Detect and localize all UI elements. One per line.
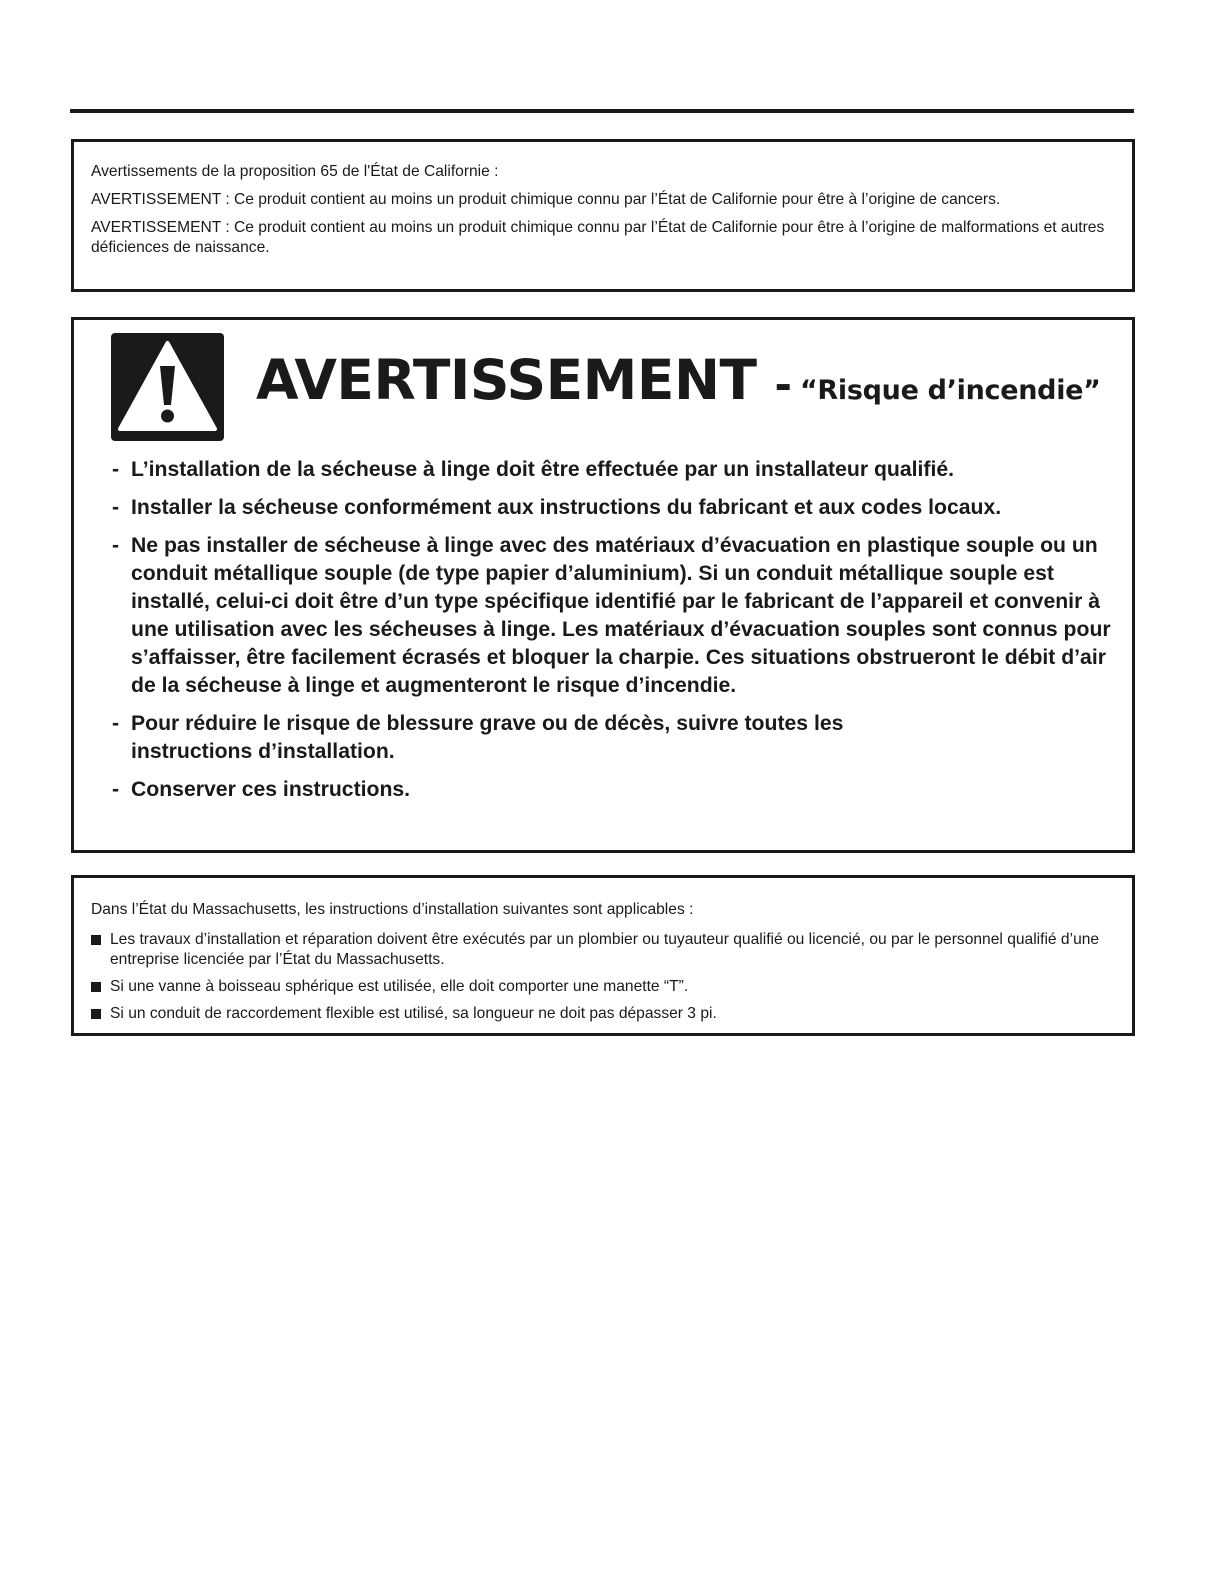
- prop65-birth-defects-warning: AVERTISSEMENT : Ce produit contient au moins un produit chimique connu par l’État de Californie pour être à l’origine de malformations et autres déficiences de naissance.: [91, 219, 1105, 256]
- list-item-text: Installer la sécheuse conformément aux instructions du fabricant et aux codes locaux.: [131, 496, 1002, 519]
- square-bullet-icon: [91, 982, 101, 992]
- dash-marker: -: [112, 458, 120, 481]
- dash-marker: -: [112, 534, 120, 557]
- list-item: [91, 977, 1116, 997]
- list-item-text: Si un conduit de raccordement flexible est utilisé, sa longueur ne doit pas dépasser 3 pi.: [110, 1005, 717, 1022]
- massachusetts-intro: Dans l’État du Massachusetts, les instructions d’installation suivantes sont applicables :: [91, 901, 694, 918]
- warning-triangle-icon: [111, 333, 224, 441]
- fire-risk-subtitle: “Risque d’incendie”: [799, 375, 1101, 406]
- fire-warning-list: [112, 456, 1112, 814]
- dash-marker: -: [112, 496, 120, 519]
- prop65-warning-box: [71, 139, 1135, 292]
- list-item-text: Ne pas installer de sécheuse à linge avec des matériaux d’évacuation en plastique souple ou un conduit métallique souple (de type papier d’aluminium). Si un conduit métallique souple est installé, celui-ci doit être d’un type spécifique identifié par le fabricant de l’appareil et convenir à une utilisation avec les sécheuses à linge. Les matériaux d’évacuation souples sont connus pour s’affaisser, être facilement écrasés et bloquer la charpie. Ces situations obstrueront le débit d’air de la sécheuse à linge et augmenteront le risque d’incendie.: [131, 534, 1111, 697]
- prop65-heading: Avertissements de la proposition 65 de l'État de Californie :: [91, 163, 499, 180]
- list-item-text: L’installation de la sécheuse à linge doit être effectuée par un installateur qualifié.: [131, 458, 955, 481]
- warning-heading: AVERTISSEMENT: [256, 348, 757, 412]
- list-item-text: Les travaux d’installation et réparation doivent être exécutés par un plombier ou tuyauteur qualifié ou licencié, ou par le personnel qualifié d’une entreprise licenciée par l’État du Massachusetts.: [110, 931, 1100, 968]
- dash-marker: -: [112, 778, 120, 801]
- fire-warning-box: [71, 317, 1135, 853]
- list-item: [112, 456, 1112, 484]
- square-bullet-icon: [91, 1009, 101, 1019]
- prop65-cancer-warning: AVERTISSEMENT : Ce produit contient au moins un produit chimique connu par l’État de Californie pour être à l’origine de cancers.: [91, 191, 1001, 208]
- top-rule: [70, 109, 1134, 113]
- list-item: [91, 930, 1116, 970]
- list-item: [112, 494, 1112, 522]
- list-item-text: Conserver ces instructions.: [131, 778, 411, 801]
- square-bullet-icon: [91, 935, 101, 945]
- fire-warning-title: [256, 348, 1101, 412]
- list-item-text: Pour réduire le risque de blessure grave ou de décès, suivre toutes les instructions d’installation.: [131, 712, 844, 763]
- dash-marker: -: [112, 712, 120, 735]
- list-item: [112, 776, 1112, 804]
- list-item-text: Si une vanne à boisseau sphérique est utilisée, elle doit comporter une manette “T”.: [110, 978, 689, 995]
- massachusetts-list: [91, 930, 1116, 1024]
- list-item: [91, 1004, 1116, 1024]
- list-item: [112, 532, 1112, 700]
- title-separator: -: [774, 360, 792, 409]
- list-item: [112, 710, 911, 766]
- massachusetts-box: [71, 875, 1135, 1036]
